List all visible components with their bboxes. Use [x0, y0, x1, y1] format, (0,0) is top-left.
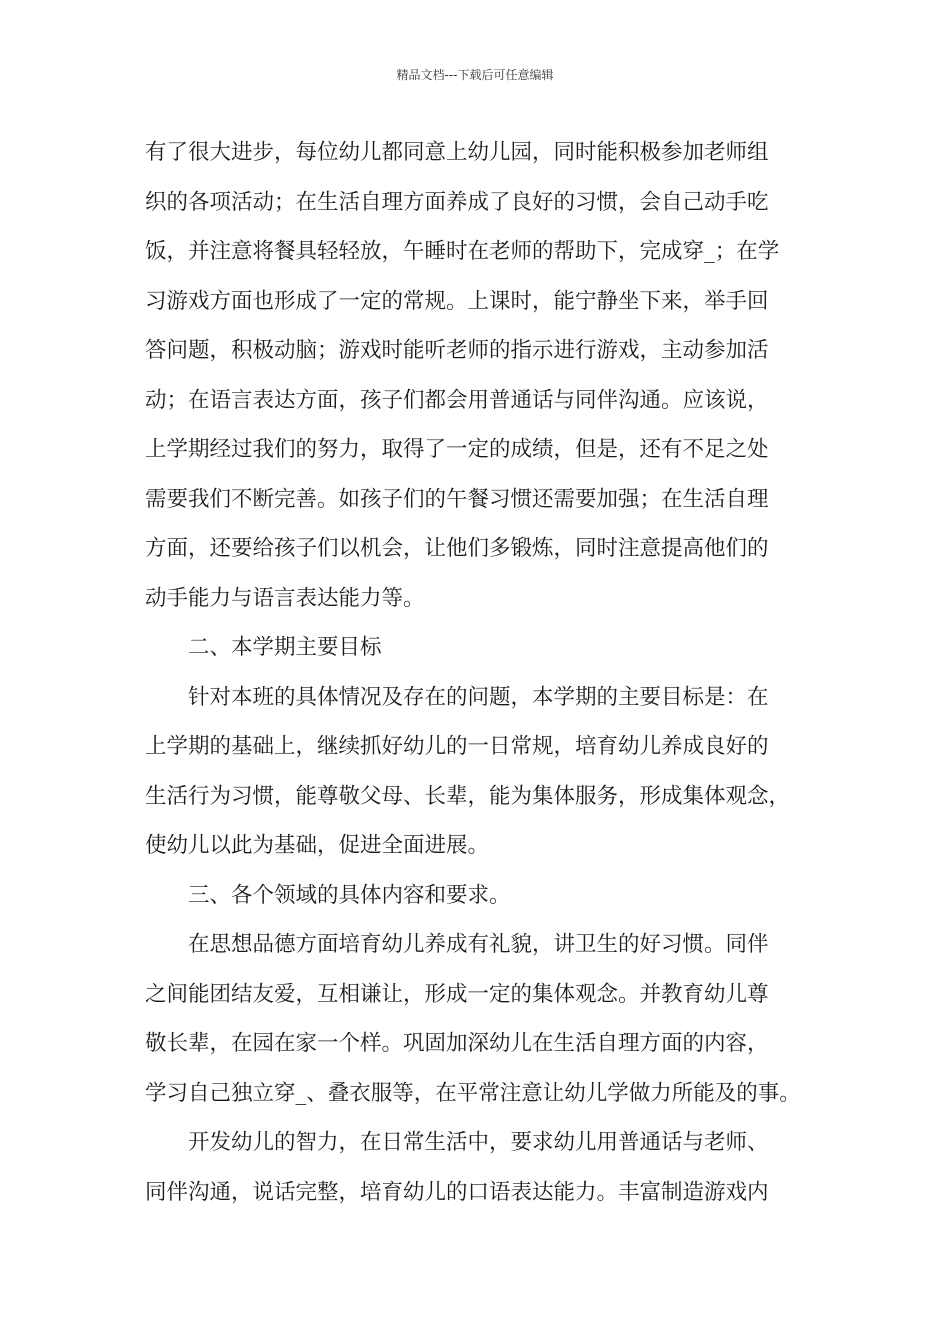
page-header: 精品文档---下载后可任意编辑	[396, 68, 554, 82]
body-line: 同伴沟通，说话完整，培育幼儿的口语表达能力。丰富制造游戏内	[145, 1179, 769, 1205]
body-line: 生活行为习惯，能尊敬父母、长辈，能为集体服务，形成集体观念，	[145, 783, 791, 809]
body-line: 饭，并注意将餐具轻轻放，午睡时在老师的帮助下，完成穿_；在学	[145, 239, 780, 264]
body-line: 上学期经过我们的努力，取得了一定的成绩，但是，还有不足之处	[145, 437, 769, 462]
body-line: 习游戏方面也形成了一定的常规。上课时，能宁静坐下来，举手回	[145, 288, 769, 314]
body-line: 在思想品德方面培育幼儿养成有礼貌，讲卫生的好习惯。同伴	[188, 932, 769, 957]
body-line: 动；在语言表达方面，孩子们都会用普通话与同伴沟通。应该说，	[145, 387, 769, 413]
section-heading: 二、本学期主要目标	[188, 635, 382, 660]
body-line: 学习自己独立穿_、叠衣服等，在平常注意让幼儿学做力所能及的事。	[145, 1080, 801, 1106]
body-line: 有了很大进步，每位幼儿都同意上幼儿园，同时能积极参加老师组	[145, 140, 769, 165]
body-line: 答问题，积极动脑；游戏时能听老师的指示进行游戏，主动参加活	[145, 338, 769, 363]
body-line: 开发幼儿的智力，在日常生活中，要求幼儿用普通话与老师、	[188, 1130, 769, 1155]
body-line: 动手能力与语言表达能力等。	[145, 585, 425, 611]
body-line: 使幼儿以此为基础，促进全面进展。	[145, 833, 490, 858]
body-line: 敬长辈，在园在家一个样。巩固加深幼儿在生活自理方面的内容，	[145, 1031, 769, 1056]
body-line: 方面，还要给孩子们以机会，让他们多锻炼，同时注意提高他们的	[145, 536, 769, 561]
body-line: 上学期的基础上，继续抓好幼儿的一日常规，培育幼儿养成良好的	[145, 734, 769, 759]
body-line: 针对本班的具体情况及存在的问题，本学期的主要目标是：在	[188, 684, 769, 710]
body-line: 织的各项活动；在生活自理方面养成了良好的习惯，会自己动手吃	[145, 189, 769, 215]
body-line: 之间能团结友爱，互相谦让，形成一定的集体观念。并教育幼儿尊	[145, 981, 769, 1007]
body-line: 需要我们不断完善。如孩子们的午餐习惯还需要加强；在生活自理	[145, 486, 769, 512]
document-body	[145, 128, 815, 1217]
section-heading: 三、各个领域的具体内容和要求。	[188, 882, 511, 908]
